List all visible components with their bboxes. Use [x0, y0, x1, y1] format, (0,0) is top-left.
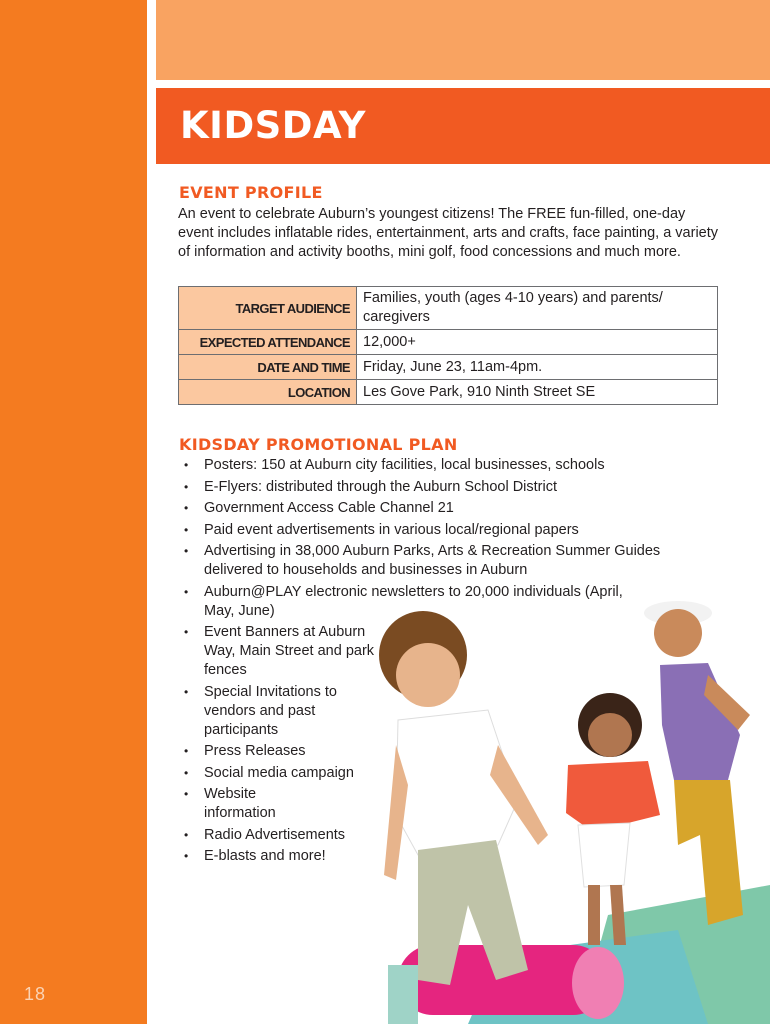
page-title: KIDSDAY	[180, 104, 366, 147]
row-value: Friday, June 23, 11am-4pm.	[357, 355, 718, 380]
list-item: • Press Releases	[180, 742, 384, 761]
list-item: • E-blasts and more!	[180, 847, 404, 866]
table-row	[179, 330, 718, 355]
event-profile-heading: EVENT PROFILE	[179, 183, 323, 202]
event-description: An event to celebrate Auburn’s youngest citizens! The FREE fun-filled, one-day event includes inflatable rides, entertainment, arts and crafts, face painting, a variety of information and activity booths, mini golf, food concessions and much more.	[178, 206, 719, 260]
table-row	[179, 380, 718, 405]
row-value: Les Gove Park, 910 Ninth Street SE	[357, 380, 718, 405]
row-label: EXPECTED ATTENDANCE	[179, 330, 357, 355]
row-value: 12,000+	[357, 330, 718, 355]
left-color-band	[0, 0, 147, 1024]
title-banner	[156, 88, 770, 164]
list-item: • Radio Advertisements	[180, 826, 404, 845]
promotional-plan-heading: KIDSDAY PROMOTIONAL PLAN	[179, 435, 458, 454]
list-item: • Social media campaign	[180, 764, 404, 783]
list-item: • Government Access Cable Channel 21	[180, 499, 720, 518]
list-item: • Auburn@PLAY electronic newsletters to 20,000 individuals (April, May, June)	[180, 583, 634, 621]
row-label: LOCATION	[179, 380, 357, 405]
page-number: 18	[24, 984, 47, 1004]
list-item: • E-Flyers: distributed through the Auburn School District	[180, 478, 720, 497]
list-item: • Special Invitations to vendors and past participants	[180, 683, 374, 740]
table-row	[179, 355, 718, 380]
list-item: • Paid event advertisements in various local/regional papers	[180, 521, 720, 540]
row-label: TARGET AUDIENCE	[179, 287, 357, 330]
row-value: Families, youth (ages 4-10 years) and parents/ caregivers	[357, 287, 718, 330]
list-item: • Website information	[180, 785, 324, 823]
promotional-plan-list	[180, 456, 720, 869]
top-color-band	[156, 0, 770, 80]
band-divider	[147, 0, 156, 1024]
list-item: • Advertising in 38,000 Auburn Parks, Arts & Recreation Summer Guides delivered to households and businesses in Auburn	[180, 542, 720, 580]
event-profile-table	[178, 286, 718, 405]
table-row	[179, 287, 718, 330]
row-label: DATE AND TIME	[179, 355, 357, 380]
list-item: • Event Banners at Auburn Way, Main Street and park fences	[180, 623, 384, 680]
list-item: • Posters: 150 at Auburn city facilities, local businesses, schools	[180, 456, 720, 475]
